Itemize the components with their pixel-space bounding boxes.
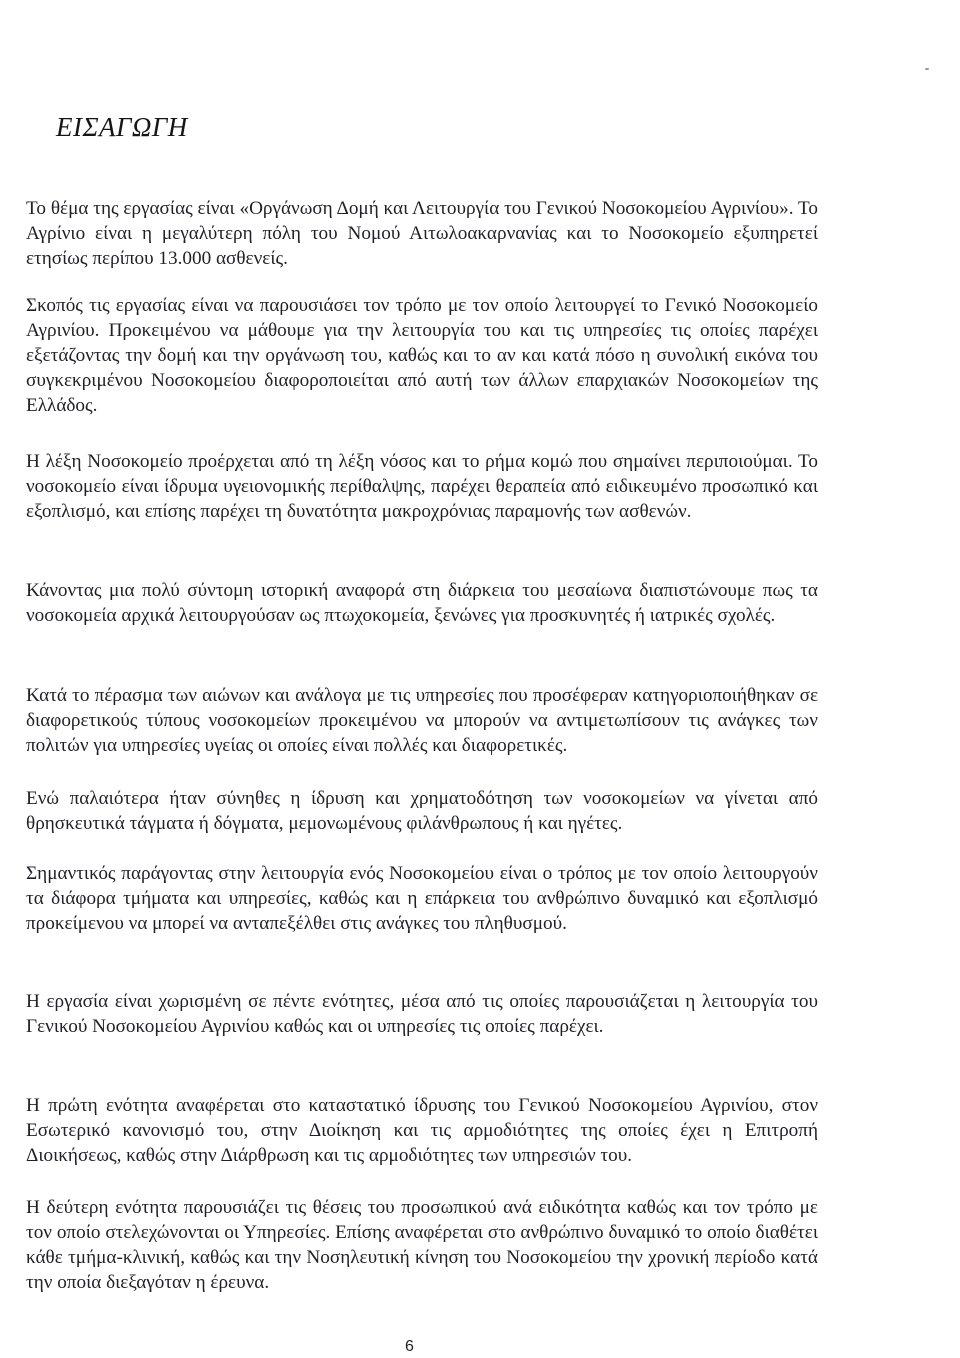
page-title: ΕΙΣΑΓΩΓΗ (56, 112, 188, 142)
paragraph-history: Κάνοντας μια πολύ σύντομη ιστορική αναφορά στη διάρκεια του μεσαίωνα διαπιστώνουμε πως τα νοσοκομεία αρχικά λειτουργούσαν ως πτωχοκομεία, ξενώνες για προσκυνητές ή ιατρικές σχολές. (26, 580, 818, 626)
paragraph-topic: Το θέμα της εργασίας είναι «Οργάνωση Δομή και Λειτουργία του Γενικού Νοσοκομείου Αγρινίου». Το Αγρίνιο είναι η μεγαλύτερη πόλη του Νομού Αιτωλοακαρνανίας και το Νοσοκομείο εξυπηρετεί ετησίως περίπου 13.000 ασθενείς. (26, 198, 818, 269)
paragraph-first-section: Η πρώτη ενότητα αναφέρεται στο καταστατικό ίδρυσης του Γενικού Νοσοκομείου Αγρινίου, στον Εσωτερικό κανονισμό του, στην Διοίκηση και τις αρμοδιότητες της οποίες έχει η Επιτροπή Διοικήσεως, καθώς στην Διάρθρωση και τις αρμοδιότητες των υπηρεσιών του. (26, 1095, 818, 1166)
paragraph-etymology: Η λέξη Νοσοκομείο προέρχεται από τη λέξη νόσος και το ρήμα κομώ που σημαίνει περιποιούμαι. Το νοσοκομείο είναι ίδρυμα υγειονομικής περίθαλψης, παρέχει θεραπεία από ειδικευμένο προσωπικό και εξοπλισμό, και επίσης παρέχει τη δυνατότητα μακροχρόνιας παραμονής των ασθενών. (26, 451, 818, 522)
paragraph-categories: Κατά το πέρασμα των αιώνων και ανάλογα με τις υπηρεσίες που προσέφεραν κατηγοριοποιήθηκαν σε διαφορετικούς τύπους νοσοκομείων προκειμένου να μπορούν να αντιμετωπίσουν τις ανάγκες των πολιτών για υπηρεσίες υγείας οι οποίες είναι πολλές και διαφορετικές. (26, 685, 818, 756)
paragraph-purpose: Σκοπός τις εργασίας είναι να παρουσιάσει τον τρόπο με τον οποίο λειτουργεί το Γενικό Νοσοκομείο Αγρινίου. Προκειμένου να μάθουμε για την λειτουργία του και τις υπηρεσίες τις οποίες παρέχει εξετάζοντας την δομή και την οργάνωση του, καθώς και το αν και κατά πόσο η συνολική εικόνα του συγκεκριμένου Νοσοκομείου διαφοροποιείται από αυτή των άλλων επαρχιακών Νοσοκομείων της Ελλάδος. (26, 295, 818, 416)
paragraph-funding: Ενώ παλαιότερα ήταν σύνηθες η ίδρυση και χρηματοδότηση των νοσοκομείων να γίνεται από θρησκευτικά τάγματα ή δόγματα, μεμονωμένους φιλάνθρωπους ή και ηγέτες. (26, 788, 818, 834)
paragraph-second-section: Η δεύτερη ενότητα παρουσιάζει τις θέσεις του προσωπικού ανά ειδικότητα καθώς και τον τρόπο με τον οποίο στελεχώνονται οι Υπηρεσίες. Επίσης αναφέρεται στο ανθρώπινο δυναμικό το οποίο διαθέτει κάθε τμήμα-κλινική, καθώς και την Νοσηλευτική κίνηση του Νοσοκομείου την χρονική περίοδο κατά την οποία διεξαγόταν η έρευνα. (26, 1197, 818, 1293)
page-number: 6 (405, 1338, 414, 1355)
paragraph-structure: Η εργασία είναι χωρισμένη σε πέντε ενότητες, μέσα από τις οποίες παρουσιάζεται η λειτουργία του Γενικού Νοσοκομείου Αγρινίου καθώς και οι υπηρεσίες τις οποίες παρέχει. (26, 991, 818, 1037)
paragraph-factors: Σημαντικός παράγοντας στην λειτουργία ενός Νοσοκομείου είναι ο τρόπος με τον οποίο λειτουργούν τα διάφορα τμήματα και υπηρεσίες, καθώς και η επάρκεια του ανθρώπινο δυναμικό και εξοπλισμό προκείμενου να μπορεί να ανταπεξέλθει στις ανάγκες του πληθυσμού. (26, 863, 818, 934)
scan-speck (925, 68, 929, 70)
